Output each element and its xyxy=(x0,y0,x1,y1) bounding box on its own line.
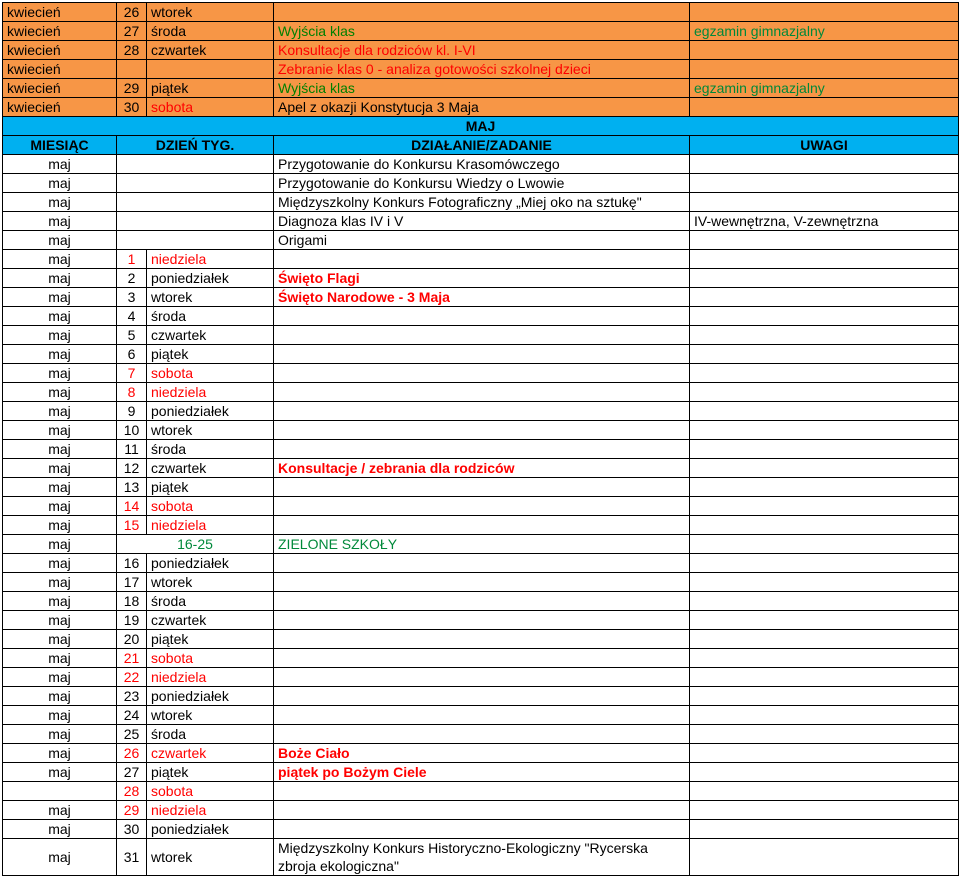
weekday-cell xyxy=(147,60,274,79)
day-cell: 28 xyxy=(117,41,147,60)
weekday-cell: piątek xyxy=(147,478,274,497)
month-cell: maj xyxy=(3,459,117,478)
month-cell: maj xyxy=(3,497,117,516)
notes-cell xyxy=(690,3,959,22)
notes-cell: egzamin gimnazjalny xyxy=(690,79,959,98)
day-cell: 15 xyxy=(117,516,147,535)
task-cell: Boże Ciało xyxy=(274,744,690,763)
notes-cell xyxy=(690,174,959,193)
may-row xyxy=(3,421,959,440)
task-cell: Apel z okazji Konstytucja 3 Maja xyxy=(274,98,690,117)
weekday-cell: czwartek xyxy=(147,744,274,763)
month-cell: maj xyxy=(3,269,117,288)
may-row xyxy=(3,820,959,839)
may-row xyxy=(3,725,959,744)
weekday-cell: wtorek xyxy=(147,839,274,876)
notes-cell: egzamin gimnazjalny xyxy=(690,22,959,41)
day-cell xyxy=(117,231,274,250)
month-cell: kwiecień xyxy=(3,41,117,60)
day-cell: 7 xyxy=(117,364,147,383)
month-cell: maj xyxy=(3,611,117,630)
notes-cell xyxy=(690,649,959,668)
day-cell: 4 xyxy=(117,307,147,326)
month-cell: kwiecień xyxy=(3,79,117,98)
notes-cell xyxy=(690,554,959,573)
day-cell: 23 xyxy=(117,687,147,706)
notes-cell xyxy=(690,611,959,630)
notes-cell xyxy=(690,782,959,801)
weekday-cell: sobota xyxy=(147,98,274,117)
general-row xyxy=(3,193,959,212)
notes-cell xyxy=(690,839,959,876)
weekday-cell: niedziela xyxy=(147,668,274,687)
notes-cell xyxy=(690,60,959,79)
general-row xyxy=(3,231,959,250)
day-cell xyxy=(117,212,274,231)
day-cell: 14 xyxy=(117,497,147,516)
month-cell: maj xyxy=(3,478,117,497)
task-cell xyxy=(274,820,690,839)
may-row xyxy=(3,459,959,478)
task-cell xyxy=(274,383,690,402)
task-cell xyxy=(274,573,690,592)
notes-cell xyxy=(690,269,959,288)
day-cell: 11 xyxy=(117,440,147,459)
day-cell: 26 xyxy=(117,3,147,22)
day-cell xyxy=(117,193,274,212)
task-cell: piątek po Bożym Ciele xyxy=(274,763,690,782)
task-cell xyxy=(274,687,690,706)
day-cell: 9 xyxy=(117,402,147,421)
april-row xyxy=(3,41,959,60)
day-cell: 22 xyxy=(117,668,147,687)
day-cell: 30 xyxy=(117,98,147,117)
month-cell: maj xyxy=(3,592,117,611)
weekday-cell: piątek xyxy=(147,79,274,98)
task-cell xyxy=(274,611,690,630)
notes-cell xyxy=(690,421,959,440)
notes-cell xyxy=(690,478,959,497)
header-month: MIESIĄC xyxy=(3,136,117,155)
task-cell: Wyjścia klas xyxy=(274,79,690,98)
notes-cell xyxy=(690,383,959,402)
april-row xyxy=(3,60,959,79)
day-cell: 2 xyxy=(117,269,147,288)
task-cell: Zebranie klas 0 - analiza gotowości szkolnej dzieci xyxy=(274,60,690,79)
task-cell xyxy=(274,497,690,516)
notes-cell xyxy=(690,193,959,212)
month-cell: maj xyxy=(3,345,117,364)
notes-cell xyxy=(690,41,959,60)
notes-cell xyxy=(690,801,959,820)
day-cell: 27 xyxy=(117,22,147,41)
weekday-cell: poniedziałek xyxy=(147,554,274,573)
month-cell: maj xyxy=(3,630,117,649)
notes-cell xyxy=(690,307,959,326)
task-cell xyxy=(274,592,690,611)
day-cell: 6 xyxy=(117,345,147,364)
day-cell: 24 xyxy=(117,706,147,725)
section-title: MAJ xyxy=(3,117,959,136)
day-cell: 8 xyxy=(117,383,147,402)
may-row xyxy=(3,649,959,668)
weekday-cell: niedziela xyxy=(147,516,274,535)
task-cell: Święto Flagi xyxy=(274,269,690,288)
notes-cell xyxy=(690,288,959,307)
weekday-cell: czwartek xyxy=(147,326,274,345)
day-cell: 25 xyxy=(117,725,147,744)
weekday-cell: sobota xyxy=(147,649,274,668)
day-cell: 10 xyxy=(117,421,147,440)
weekday-cell: środa xyxy=(147,592,274,611)
month-cell: maj xyxy=(3,725,117,744)
task-cell xyxy=(274,421,690,440)
weekday-cell: niedziela xyxy=(147,801,274,820)
notes-cell xyxy=(690,326,959,345)
weekday-cell: środa xyxy=(147,22,274,41)
month-cell: maj xyxy=(3,174,117,193)
task-cell: Międzyszkolny Konkurs Fotograficzny „Miej oko na sztukę" xyxy=(274,193,690,212)
may-row xyxy=(3,763,959,782)
task-cell xyxy=(274,725,690,744)
may-row xyxy=(3,307,959,326)
april-row xyxy=(3,79,959,98)
may-row xyxy=(3,383,959,402)
may-row xyxy=(3,497,959,516)
task-cell: ZIELONE SZKOŁY xyxy=(274,535,690,554)
month-cell: maj xyxy=(3,307,117,326)
may-row xyxy=(3,744,959,763)
task-cell xyxy=(274,782,690,801)
day-cell: 29 xyxy=(117,801,147,820)
notes-cell: IV-wewnętrzna, V-zewnętrzna xyxy=(690,212,959,231)
month-cell: kwiecień xyxy=(3,60,117,79)
month-cell: maj xyxy=(3,554,117,573)
may-row xyxy=(3,801,959,820)
task-cell xyxy=(274,630,690,649)
notes-cell xyxy=(690,231,959,250)
notes-cell xyxy=(690,497,959,516)
weekday-cell: czwartek xyxy=(147,459,274,478)
notes-cell xyxy=(690,345,959,364)
task-cell xyxy=(274,554,690,573)
may-row xyxy=(3,516,959,535)
notes-cell xyxy=(690,820,959,839)
month-cell: maj xyxy=(3,744,117,763)
month-cell: maj xyxy=(3,383,117,402)
weekday-cell: niedziela xyxy=(147,383,274,402)
weekday-cell: sobota xyxy=(147,497,274,516)
day-cell: 16-25 xyxy=(117,535,274,554)
notes-cell xyxy=(690,98,959,117)
month-cell: maj xyxy=(3,706,117,725)
may-row xyxy=(3,668,959,687)
day-cell: 16 xyxy=(117,554,147,573)
month-cell: maj xyxy=(3,231,117,250)
notes-cell xyxy=(690,573,959,592)
task-cell xyxy=(274,516,690,535)
task-cell: Diagnoza klas IV i V xyxy=(274,212,690,231)
may-row xyxy=(3,839,959,876)
day-cell: 3 xyxy=(117,288,147,307)
day-cell: 26 xyxy=(117,744,147,763)
task-cell xyxy=(274,706,690,725)
weekday-cell: poniedziałek xyxy=(147,687,274,706)
notes-cell xyxy=(690,668,959,687)
weekday-cell: piątek xyxy=(147,763,274,782)
may-row xyxy=(3,611,959,630)
task-cell: Konsultacje / zebrania dla rodziców xyxy=(274,459,690,478)
day-cell: 21 xyxy=(117,649,147,668)
month-cell: maj xyxy=(3,801,117,820)
task-cell: Święto Narodowe - 3 Maja xyxy=(274,288,690,307)
weekday-cell: wtorek xyxy=(147,421,274,440)
task-cell xyxy=(274,326,690,345)
notes-cell xyxy=(690,592,959,611)
day-cell: 27 xyxy=(117,763,147,782)
month-cell: maj xyxy=(3,155,117,174)
task-cell xyxy=(274,364,690,383)
month-cell xyxy=(3,782,117,801)
notes-cell xyxy=(690,630,959,649)
may-row xyxy=(3,364,959,383)
task-cell: Origami xyxy=(274,231,690,250)
day-cell: 29 xyxy=(117,79,147,98)
task-cell xyxy=(274,649,690,668)
header-row xyxy=(3,136,959,155)
notes-cell xyxy=(690,155,959,174)
notes-cell xyxy=(690,706,959,725)
notes-cell xyxy=(690,250,959,269)
may-row xyxy=(3,782,959,801)
day-cell: 19 xyxy=(117,611,147,630)
day-cell: 12 xyxy=(117,459,147,478)
month-cell: maj xyxy=(3,364,117,383)
task-cell xyxy=(274,668,690,687)
may-row xyxy=(3,326,959,345)
month-cell: maj xyxy=(3,668,117,687)
weekday-cell: poniedziałek xyxy=(147,269,274,288)
weekday-cell: wtorek xyxy=(147,288,274,307)
task-cell: Przygotowanie do Konkursu Krasomówczego xyxy=(274,155,690,174)
month-cell: maj xyxy=(3,535,117,554)
may-row xyxy=(3,402,959,421)
may-row xyxy=(3,592,959,611)
weekday-cell: poniedziałek xyxy=(147,820,274,839)
header-task: DZIAŁANIE/ZADANIE xyxy=(274,136,690,155)
may-row xyxy=(3,440,959,459)
may-row xyxy=(3,478,959,497)
may-row xyxy=(3,269,959,288)
month-cell: maj xyxy=(3,440,117,459)
notes-cell xyxy=(690,763,959,782)
day-cell: 28 xyxy=(117,782,147,801)
notes-cell xyxy=(690,725,959,744)
notes-cell xyxy=(690,364,959,383)
day-cell xyxy=(117,174,274,193)
weekday-cell: sobota xyxy=(147,364,274,383)
may-row xyxy=(3,535,959,554)
notes-cell xyxy=(690,516,959,535)
may-row xyxy=(3,687,959,706)
month-cell: maj xyxy=(3,402,117,421)
weekday-cell: środa xyxy=(147,440,274,459)
day-cell: 20 xyxy=(117,630,147,649)
day-cell: 13 xyxy=(117,478,147,497)
task-cell xyxy=(274,345,690,364)
section-title-row xyxy=(3,117,959,136)
month-cell: kwiecień xyxy=(3,3,117,22)
weekday-cell: niedziela xyxy=(147,250,274,269)
may-row xyxy=(3,630,959,649)
task-cell: Konsultacje dla rodziców kl. I-VI xyxy=(274,41,690,60)
month-cell: kwiecień xyxy=(3,98,117,117)
month-cell: kwiecień xyxy=(3,22,117,41)
month-cell: maj xyxy=(3,326,117,345)
notes-cell xyxy=(690,687,959,706)
month-cell: maj xyxy=(3,687,117,706)
day-cell: 5 xyxy=(117,326,147,345)
header-notes: UWAGI xyxy=(690,136,959,155)
weekday-cell: piątek xyxy=(147,630,274,649)
general-row xyxy=(3,174,959,193)
month-cell: maj xyxy=(3,288,117,307)
task-cell xyxy=(274,3,690,22)
april-row xyxy=(3,3,959,22)
weekday-cell: piątek xyxy=(147,345,274,364)
weekday-cell: wtorek xyxy=(147,573,274,592)
month-cell: maj xyxy=(3,649,117,668)
day-cell: 1 xyxy=(117,250,147,269)
day-cell: 17 xyxy=(117,573,147,592)
april-row xyxy=(3,98,959,117)
may-row xyxy=(3,706,959,725)
notes-cell xyxy=(690,459,959,478)
task-cell xyxy=(274,801,690,820)
month-cell: maj xyxy=(3,516,117,535)
weekday-cell: środa xyxy=(147,725,274,744)
weekday-cell: wtorek xyxy=(147,3,274,22)
task-cell xyxy=(274,250,690,269)
task-cell: Wyjścia klas xyxy=(274,22,690,41)
notes-cell xyxy=(690,744,959,763)
task-cell: Przygotowanie do Konkursu Wiedzy o Lwowie xyxy=(274,174,690,193)
task-cell xyxy=(274,440,690,459)
month-cell: maj xyxy=(3,212,117,231)
general-row xyxy=(3,212,959,231)
weekday-cell: poniedziałek xyxy=(147,402,274,421)
notes-cell xyxy=(690,440,959,459)
weekday-cell: sobota xyxy=(147,782,274,801)
month-cell: maj xyxy=(3,839,117,876)
may-row xyxy=(3,554,959,573)
may-row xyxy=(3,250,959,269)
day-cell xyxy=(117,155,274,174)
month-cell: maj xyxy=(3,763,117,782)
day-cell: 30 xyxy=(117,820,147,839)
weekday-cell: czwartek xyxy=(147,611,274,630)
month-cell: maj xyxy=(3,421,117,440)
header-weekday: DZIEŃ TYG. xyxy=(117,136,274,155)
task-cell: Międzyszkolny Konkurs Historyczno-Ekologiczny "Rycerska zbroja ekologiczna" xyxy=(274,839,690,876)
task-cell xyxy=(274,478,690,497)
task-cell xyxy=(274,402,690,421)
general-row xyxy=(3,155,959,174)
schedule-table xyxy=(2,2,959,876)
weekday-cell: czwartek xyxy=(147,41,274,60)
notes-cell xyxy=(690,402,959,421)
april-row xyxy=(3,22,959,41)
month-cell: maj xyxy=(3,193,117,212)
day-cell: 18 xyxy=(117,592,147,611)
day-cell xyxy=(117,60,147,79)
weekday-cell: środa xyxy=(147,307,274,326)
may-row xyxy=(3,573,959,592)
may-row xyxy=(3,345,959,364)
may-row xyxy=(3,288,959,307)
task-cell xyxy=(274,307,690,326)
month-cell: maj xyxy=(3,573,117,592)
month-cell: maj xyxy=(3,820,117,839)
weekday-cell: wtorek xyxy=(147,706,274,725)
notes-cell xyxy=(690,535,959,554)
day-cell: 31 xyxy=(117,839,147,876)
month-cell: maj xyxy=(3,250,117,269)
